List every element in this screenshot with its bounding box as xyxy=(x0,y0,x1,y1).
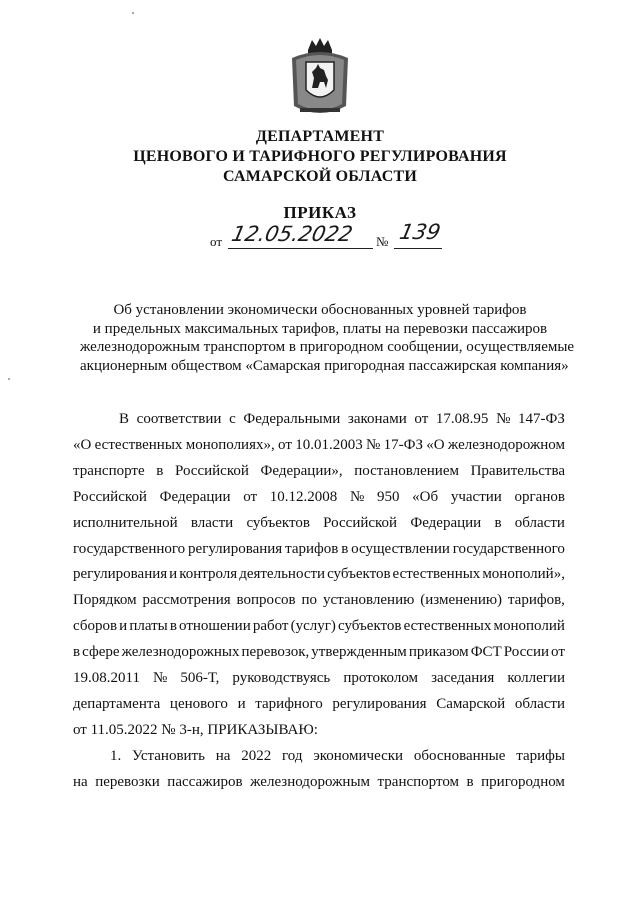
body-line: на перевозки пассажиров железнодорожным транспортом в пригородном xyxy=(73,773,565,790)
order-date: 12.05.2022 xyxy=(229,222,355,246)
body-line: государственного регулирования тарифов в осуществлении государственного xyxy=(73,540,565,557)
body-line: В соответствии с Федеральными законами от 17.08.95 № 147-ФЗ xyxy=(119,411,565,427)
number-label: № xyxy=(376,234,389,249)
subject-line: акционерным обществом «Самарская пригородная пассажирская компания» xyxy=(80,357,569,374)
order-body xyxy=(73,407,565,796)
body-line: «О естественных монополиях», от 10.01.2003 № 17-ФЗ «О железнодорожном xyxy=(73,436,565,453)
body-line: сборов и платы в отношении работ (услуг) субъектов естественных монополий xyxy=(73,618,565,635)
department-name xyxy=(0,127,640,187)
order-date-number xyxy=(210,222,450,252)
department-line: САМАРСКОЙ ОБЛАСТИ xyxy=(223,168,417,185)
body-line: департамента ценового и тарифного регулирования Самарской области xyxy=(73,695,565,712)
subject-line: Об установлении экономически обоснованных уровней тарифов xyxy=(113,302,527,318)
samara-coat-of-arms-icon xyxy=(286,36,354,118)
department-line: ЦЕНОВОГО И ТАРИФНОГО РЕГУЛИРОВАНИЯ xyxy=(133,148,507,165)
subject-line: железнодорожным транспортом в пригородном сообщении, осуществляемые xyxy=(80,339,575,355)
numbered-item-line: 1. Установить на 2022 год экономически обоснованные тарифы xyxy=(110,747,565,764)
department-line: ДЕПАРТАМЕНТ xyxy=(255,128,385,145)
body-line: от 11.05.2022 № 3-н, ПРИКАЗЫВАЮ: xyxy=(73,721,318,738)
order-title: ПРИКАЗ xyxy=(283,203,357,222)
subject-line: и предельных максимальных тарифов, платы на перевозки пассажиров xyxy=(92,320,548,337)
body-line: Российской Федерации от 10.12.2008 № 950 «Об участии органов xyxy=(73,488,565,505)
order-number: 139 xyxy=(397,220,443,244)
body-line: регулирования и контроля деятельности субъектов естественных монополий», xyxy=(73,566,565,583)
order-subject xyxy=(80,301,575,375)
body-line: Порядком рассмотрения вопросов по установлению (изменению) тарифов, xyxy=(73,592,565,609)
body-line: в сфере железнодорожных перевозок, утвержденным приказом ФСТ России от xyxy=(73,644,565,661)
from-label: от xyxy=(210,234,223,249)
body-line: исполнительной власти субъектов Российской Федерации в области xyxy=(73,514,565,531)
body-line: 19.08.2011 № 506-Т, руководствуясь протоколом заседания коллегии xyxy=(73,670,565,687)
body-line: транспорте в Российской Федерации», постановлением Правительства xyxy=(73,462,565,479)
